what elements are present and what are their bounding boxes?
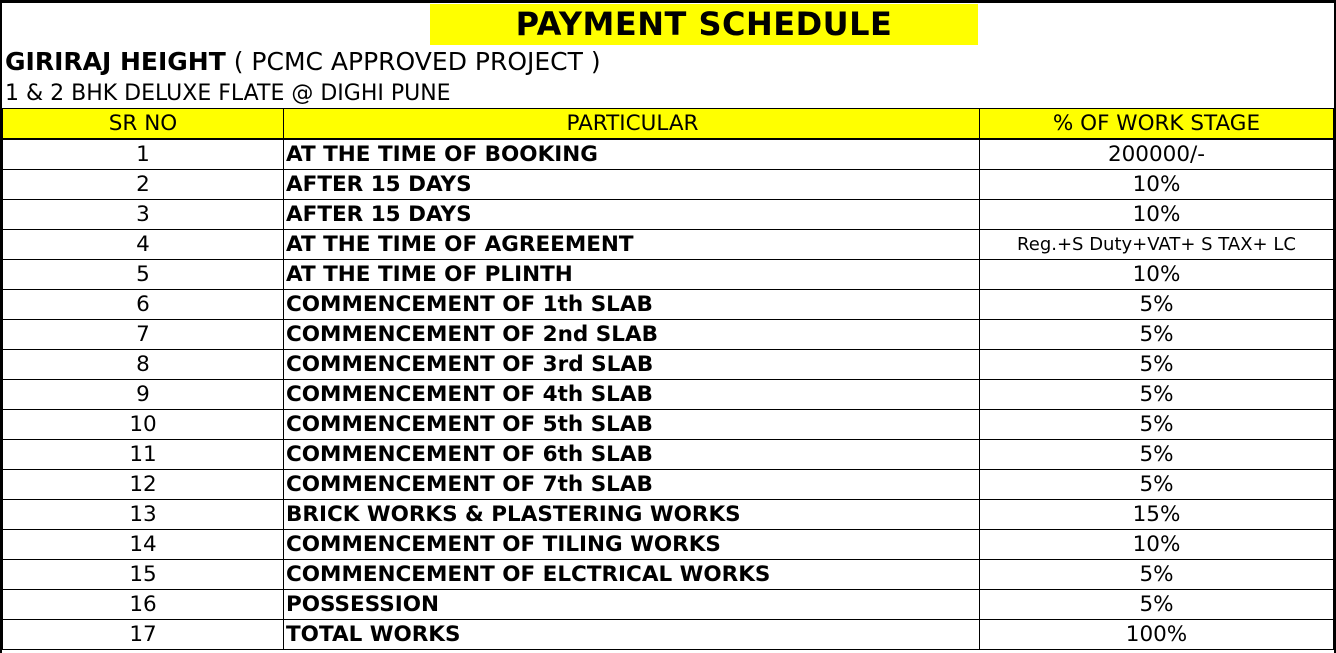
table-row: [3, 350, 1334, 380]
table-row: [3, 320, 1334, 350]
row-work-stage: 5%: [980, 410, 1334, 440]
row-sr-no: 3: [3, 200, 284, 230]
table-row: [3, 260, 1334, 290]
row-particular: COMMENCEMENT OF 6th SLAB: [284, 440, 980, 470]
row-sr-no: 4: [3, 230, 284, 260]
row-sr-no: 1: [3, 139, 284, 170]
row-work-stage: 5%: [980, 290, 1334, 320]
project-heading: [5, 46, 601, 78]
row-work-stage: Reg.+S Duty+VAT+ S TAX+ LC: [980, 230, 1334, 260]
row-particular: COMMENCEMENT OF 7th SLAB: [284, 470, 980, 500]
table-row: [3, 290, 1334, 320]
row-sr-no: 9: [3, 380, 284, 410]
row-work-stage: 10%: [980, 200, 1334, 230]
row-particular: COMMENCEMENT OF ELCTRICAL WORKS: [284, 560, 980, 590]
row-sr-no: 15: [3, 560, 284, 590]
table-row: [3, 590, 1334, 620]
table-row: [3, 139, 1334, 170]
row-sr-no: 10: [3, 410, 284, 440]
row-sr-no: 5: [3, 260, 284, 290]
row-work-stage: 10%: [980, 530, 1334, 560]
header-particular: PARTICULAR: [284, 109, 980, 140]
row-sr-no: 6: [3, 290, 284, 320]
payment-schedule-table: [2, 108, 1334, 650]
row-sr-no: 2: [3, 170, 284, 200]
row-particular: AT THE TIME OF BOOKING: [284, 139, 980, 170]
row-particular: AT THE TIME OF AGREEMENT: [284, 230, 980, 260]
row-work-stage: 200000/-: [980, 139, 1334, 170]
table-row: [3, 230, 1334, 260]
row-particular: AFTER 15 DAYS: [284, 170, 980, 200]
table-row: [3, 410, 1334, 440]
row-work-stage: 5%: [980, 470, 1334, 500]
row-work-stage: 5%: [980, 590, 1334, 620]
table-row: [3, 500, 1334, 530]
table-row: [3, 380, 1334, 410]
table-row: [3, 470, 1334, 500]
row-particular: COMMENCEMENT OF 5th SLAB: [284, 410, 980, 440]
row-particular: BRICK WORKS & PLASTERING WORKS: [284, 500, 980, 530]
row-work-stage: 10%: [980, 170, 1334, 200]
row-particular: COMMENCEMENT OF 1th SLAB: [284, 290, 980, 320]
table-header-row: [3, 109, 1334, 140]
row-sr-no: 12: [3, 470, 284, 500]
table-row: [3, 620, 1334, 650]
page-title: PAYMENT SCHEDULE: [430, 4, 978, 45]
table-row: [3, 440, 1334, 470]
row-particular: COMMENCEMENT OF 4th SLAB: [284, 380, 980, 410]
row-work-stage: 5%: [980, 350, 1334, 380]
project-subtitle: 1 & 2 BHK DELUXE FLATE @ DIGHI PUNE: [5, 81, 451, 106]
row-particular: AT THE TIME OF PLINTH: [284, 260, 980, 290]
header-sr-no: SR NO: [3, 109, 284, 140]
table-row: [3, 170, 1334, 200]
row-particular: POSSESSION: [284, 590, 980, 620]
row-particular: COMMENCEMENT OF TILING WORKS: [284, 530, 980, 560]
row-work-stage: 5%: [980, 440, 1334, 470]
row-particular: TOTAL WORKS: [284, 620, 980, 650]
row-work-stage: 15%: [980, 500, 1334, 530]
table-row: [3, 530, 1334, 560]
table-row: [3, 560, 1334, 590]
row-sr-no: 17: [3, 620, 284, 650]
project-approval-note: ( PCMC APPROVED PROJECT ): [225, 47, 601, 76]
header-work-stage: % OF WORK STAGE: [980, 109, 1334, 140]
row-sr-no: 8: [3, 350, 284, 380]
row-sr-no: 16: [3, 590, 284, 620]
row-work-stage: 5%: [980, 320, 1334, 350]
row-work-stage: 100%: [980, 620, 1334, 650]
row-particular: AFTER 15 DAYS: [284, 200, 980, 230]
row-sr-no: 14: [3, 530, 284, 560]
table-row: [3, 200, 1334, 230]
row-particular: COMMENCEMENT OF 2nd SLAB: [284, 320, 980, 350]
project-name: GIRIRAJ HEIGHT: [5, 47, 226, 76]
row-work-stage: 5%: [980, 560, 1334, 590]
row-work-stage: 5%: [980, 380, 1334, 410]
row-sr-no: 7: [3, 320, 284, 350]
row-particular: COMMENCEMENT OF 3rd SLAB: [284, 350, 980, 380]
row-work-stage: 10%: [980, 260, 1334, 290]
row-sr-no: 11: [3, 440, 284, 470]
row-sr-no: 13: [3, 500, 284, 530]
